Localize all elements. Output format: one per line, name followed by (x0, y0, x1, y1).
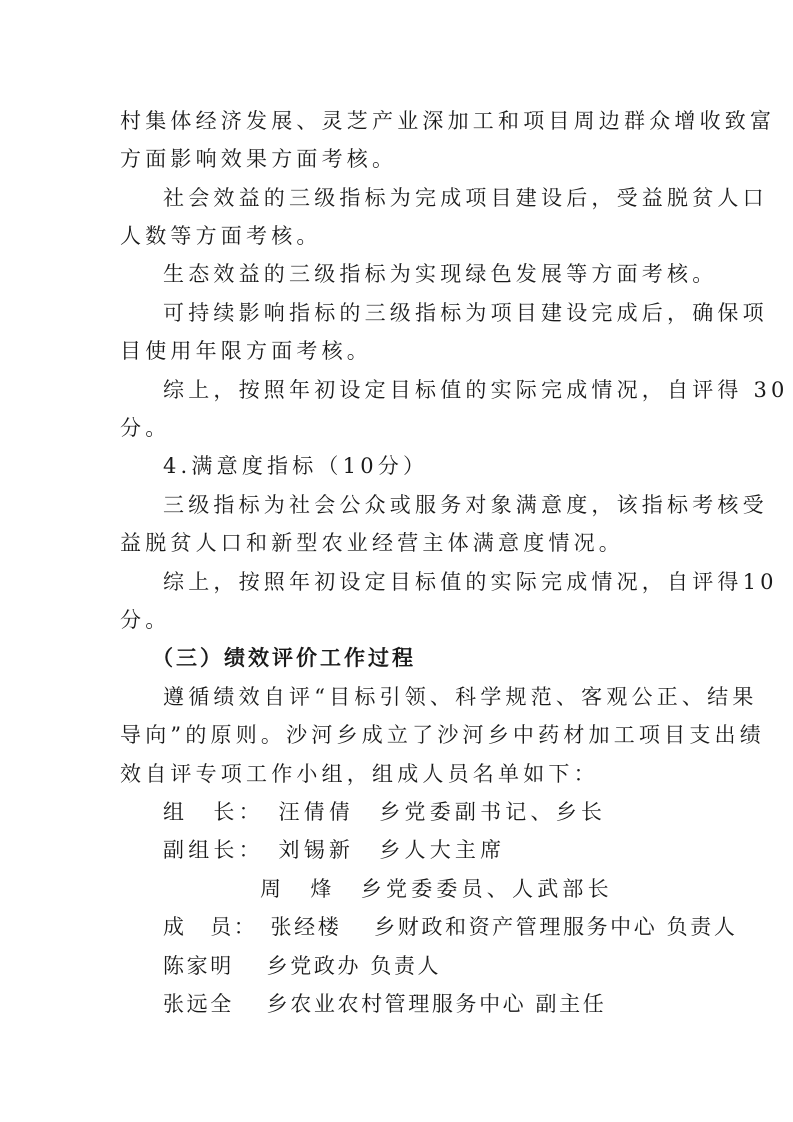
member-list-line: 成 员： 张经楼 乡财政和资产管理服务中心 负责人 (163, 915, 738, 939)
paragraph-line: 分。 (120, 416, 171, 440)
member-list-line: 组 长： 汪倩倩 乡党委副书记、乡长 (163, 800, 607, 824)
paragraph-line: 导向”的原则。沙河乡成立了沙河乡中药材加工项目支出绩 (120, 723, 765, 747)
paragraph-line: 综上，按照年初设定目标值的实际完成情况，自评得 30 (163, 378, 789, 402)
paragraph-line: 益脱贫人口和新型农业经营主体满意度情况。 (120, 531, 624, 555)
paragraph-line: 效自评专项工作小组，组成人员名单如下： (120, 762, 599, 786)
paragraph-line: 生态效益的三级指标为实现绿色发展等方面考核。 (163, 262, 718, 286)
paragraph-line: 社会效益的三级指标为完成项目建设后，受益脱贫人口 (163, 186, 768, 210)
section-heading: （三）绩效评价工作过程 (152, 645, 416, 670)
paragraph-line: 分。 (120, 608, 171, 632)
paragraph-line: 综上，按照年初设定目标值的实际完成情况，自评得10 (163, 570, 778, 594)
paragraph-line: 方面影响效果方面考核。 (120, 147, 398, 171)
paragraph-line: 目使用年限方面考核。 (120, 339, 372, 363)
member-list-line: 陈家明 乡党政办 负责人 (163, 954, 442, 978)
paragraph-line: 可持续影响指标的三级指标为项目建设完成后，确保项 (163, 301, 768, 325)
paragraph-line: 人数等方面考核。 (120, 224, 322, 248)
section-subheading: 4.满意度指标（10分） (163, 454, 429, 478)
member-list-line: 张远全 乡农业农村管理服务中心 副主任 (163, 992, 607, 1016)
paragraph-line: 村集体经济发展、灵芝产业深加工和项目周边群众增收致富 (120, 109, 776, 133)
paragraph-line: 遵循绩效自评“目标引领、科学规范、客观公正、结果 (163, 685, 758, 709)
member-list-line: 副组长： 刘锡新 乡人大主席 (163, 838, 506, 862)
member-list-line: 周 烽 乡党委委员、人武部长 (260, 877, 613, 901)
paragraph-line: 三级指标为社会公众或服务对象满意度，该指标考核受 (163, 493, 768, 517)
